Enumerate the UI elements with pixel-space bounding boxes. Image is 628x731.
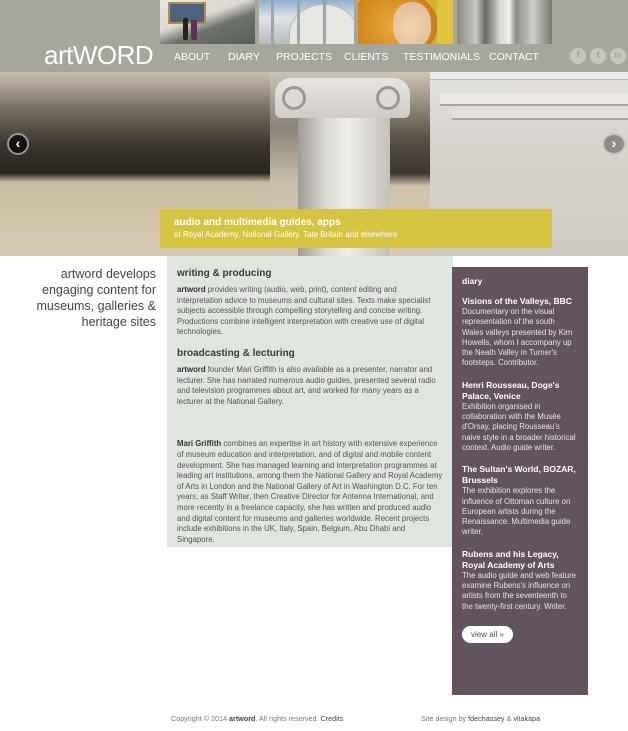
slider-prev-button[interactable]: ‹ xyxy=(7,133,29,155)
entry-body: The audio guide and web feature examine Rubens's influence on artists from the seventeenth to the twenty-first century. Writer. xyxy=(462,570,577,611)
nav-testimonials[interactable]: TESTIMONIALS xyxy=(403,51,481,63)
paragraph-text: founder Mari Griffith is also available as a presenter, narrator and lecturer. She has narrated numerous audio guides, presented several radio and television programmes about art, and worked for many years as a lecturer at the National Gallery. xyxy=(177,364,436,406)
designer-link-vitakapa[interactable]: vitakapa xyxy=(513,714,541,723)
copyright-text: Copyright © 2014 xyxy=(171,714,230,723)
diary-entry[interactable] xyxy=(462,380,578,453)
ampersand: & xyxy=(504,714,514,723)
header-thumb-madonna xyxy=(358,0,453,44)
facebook-icon[interactable]: f xyxy=(570,48,586,64)
nav-clients[interactable]: CLIENTS xyxy=(344,51,389,63)
linkedin-icon[interactable]: in xyxy=(610,48,626,64)
paragraph-text: provides writing (audio, web, print), content editing and interpretation advice to museums and cultural sites. Texts make specialist subjects accessible through compelling storytelling and concise writing. Productions combine intelligent interpretation with creative use of digital technologies. xyxy=(177,285,431,337)
diary-entry[interactable] xyxy=(462,549,578,612)
diary-entry[interactable] xyxy=(462,296,578,369)
entry-title: Henri Rousseau, Doge's Palace, Venice xyxy=(462,379,560,401)
diary-heading: diary xyxy=(462,276,483,286)
section-title-writing: writing & producing xyxy=(177,268,272,279)
header-thumb-gallery xyxy=(160,0,255,44)
header-thumb-dome xyxy=(259,0,354,44)
entry-title: Rubens and his Legacy, Royal Academy of Arts xyxy=(462,548,559,570)
caption-subtitle: at Royal Academy, National Gallery, Tate Britain and elsewhere xyxy=(174,230,398,239)
credits-link[interactable]: Credits xyxy=(320,714,344,723)
brand-name: artword xyxy=(177,285,206,294)
view-all-button[interactable]: view all » xyxy=(462,626,513,643)
intro-tagline: artword develops engaging content for museums, galleries & heritage sites xyxy=(36,267,156,329)
nav-projects[interactable]: PROJECTS xyxy=(276,51,333,63)
entry-body: Exhibition organised in collaboration with the Musée d'Orsay, placing Rousseau's naive style in a broader historical context. Audio guide writer. xyxy=(462,401,576,452)
entry-body: Documentary on the visual representation of the south Wales valleys presented by Kim Howells, whom I accompany up the Neath Valley in Turner's footsteps. Contributor. xyxy=(462,307,573,368)
diary-entry[interactable] xyxy=(462,464,578,537)
slide-caption[interactable] xyxy=(160,209,552,248)
bio-name: Mari Griffith xyxy=(177,439,222,449)
entry-title: The Sultan's World, BOZAR, Brussels xyxy=(462,464,576,486)
brand-name: artword xyxy=(229,714,256,723)
paragraph-text: combines an expertise in art history with extensive experience of museum education and interpretation, and of digital and mobile content development. She has managed learning and interpretation programmes at leading art institutions, among them the National Gallery and Royal Academy of Arts in London and the National Gallery of Art in Washington D.C. For ten years, as Staff Writer, then Creative Director for Antenna International, and more recently in a freelance capacity, she has written and produced audio and digital content for museums and galleries worldwide. Recent projects include exhibitions in the UK, Italy, Spain, Belgium, Abu Dhabi and Singapore. xyxy=(177,439,443,544)
site-logo[interactable]: artWORD xyxy=(44,40,154,70)
design-credit-text: Site design by xyxy=(421,714,469,723)
section-title-broadcasting: broadcasting & lecturing xyxy=(177,347,295,359)
section-text-writing xyxy=(177,285,443,338)
designer-link-fdechassey[interactable]: fdechassey xyxy=(468,714,505,723)
section-text-broadcasting xyxy=(177,365,443,407)
nav-about[interactable]: ABOUT xyxy=(174,51,211,63)
diary-sidebar xyxy=(452,267,588,695)
footer-copyright xyxy=(171,714,343,723)
nav-contact[interactable]: CONTACT xyxy=(489,51,539,63)
slider-next-button[interactable]: › xyxy=(602,133,626,155)
nav-diary[interactable]: DIARY xyxy=(228,51,260,63)
site-header xyxy=(0,0,628,72)
twitter-icon[interactable]: t xyxy=(590,48,606,64)
entry-title: Visions of the Valleys, BBC xyxy=(462,296,572,306)
brand-name: artword xyxy=(177,364,206,374)
footer-design-credit xyxy=(421,714,540,723)
entry-body: The exhibition explores the influence of Ottoman culture on European artists during the Renaissance. Multimedia guide writer. xyxy=(462,486,571,537)
rights-text: . All rights reserved. xyxy=(255,714,321,723)
bio-text xyxy=(177,439,443,545)
header-thumb-columns xyxy=(457,0,552,44)
main-content xyxy=(167,256,453,547)
caption-title: audio and multimedia guides, apps xyxy=(174,217,341,228)
